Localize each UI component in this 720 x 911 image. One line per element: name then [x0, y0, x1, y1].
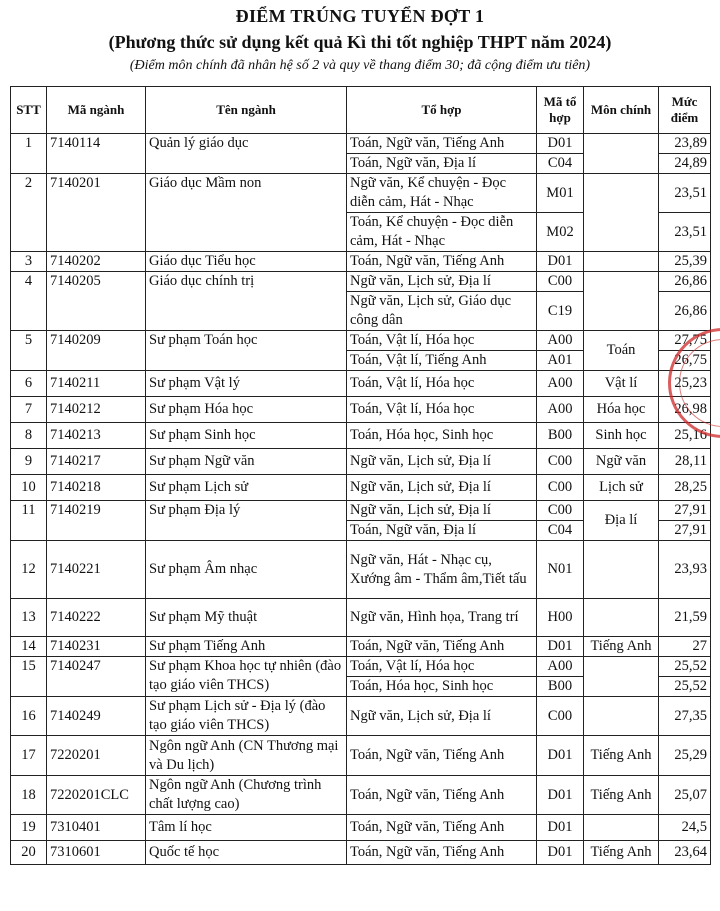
row-major-code: 7140211 [47, 371, 146, 397]
row-major-name: Giáo dục Tiểu học [146, 252, 347, 272]
row-major-name: Sư phạm Tiếng Anh [146, 637, 347, 657]
table-row [11, 599, 711, 637]
page-note: (Điểm môn chính đã nhân hệ số 2 và quy về thang điểm 30; đã cộng điểm ưu tiên) [129, 58, 591, 73]
row-major-name: Ngôn ngữ Anh (Chương trình chất lượng cao) [146, 776, 347, 815]
table-row [11, 134, 711, 154]
row-combo-code: C04 [537, 154, 584, 174]
row-score: 23,89 [659, 134, 711, 154]
row-combo-code: D01 [537, 776, 584, 815]
row-score: 25,29 [659, 736, 711, 776]
row-major-name: Sư phạm Vật lý [146, 371, 347, 397]
row-major-code: 7140212 [47, 397, 146, 423]
row-main-subject [584, 174, 659, 252]
row-combo: Toán, Kể chuyện - Đọc diễn cảm, Hát - Nhạc [347, 213, 537, 252]
row-score: 26,98 [659, 397, 711, 423]
row-combo: Ngữ văn, Hát - Nhạc cụ, Xướng âm - Thẩm âm,Tiết tấu [347, 541, 537, 599]
row-major-code: 7140219 [47, 501, 146, 541]
row-major-code: 7310401 [47, 815, 146, 841]
row-stt: 11 [11, 501, 47, 541]
row-major-name: Sư phạm Toán học [146, 331, 347, 371]
row-combo-code: C04 [537, 521, 584, 541]
table-row [11, 501, 711, 521]
header-main-subject: Môn chính [584, 87, 659, 134]
row-main-subject: Lịch sử [584, 475, 659, 501]
table-row [11, 736, 711, 776]
row-combo: Toán, Ngữ văn, Tiếng Anh [347, 815, 537, 841]
row-major-code: 7140209 [47, 331, 146, 371]
header-combo-code: Mã tổ hợp [537, 87, 584, 134]
row-combo: Toán, Ngữ văn, Địa lí [347, 521, 537, 541]
row-combo: Toán, Ngữ văn, Địa lí [347, 154, 537, 174]
row-major-name: Sư phạm Mỹ thuật [146, 599, 347, 637]
row-score: 25,52 [659, 657, 711, 677]
row-major-code: 7220201 [47, 736, 146, 776]
row-stt: 19 [11, 815, 47, 841]
row-combo-code: A00 [537, 657, 584, 677]
row-combo: Ngữ văn, Lịch sử, Địa lí [347, 501, 537, 521]
row-main-subject: Địa lí [584, 501, 659, 541]
row-stt: 6 [11, 371, 47, 397]
row-major-name: Sư phạm Khoa học tự nhiên (đào tạo giáo viên THCS) [146, 657, 347, 697]
row-score: 27 [659, 637, 711, 657]
row-stt: 16 [11, 697, 47, 736]
table-row [11, 637, 711, 657]
row-combo: Ngữ văn, Lịch sử, Địa lí [347, 475, 537, 501]
row-combo: Ngữ văn, Lịch sử, Địa lí [347, 272, 537, 292]
header-score: Mức điểm [659, 87, 711, 134]
row-major-name: Sư phạm Địa lý [146, 501, 347, 541]
row-combo-code: N01 [537, 541, 584, 599]
table-header-row [11, 87, 711, 134]
table-row [11, 371, 711, 397]
row-stt: 20 [11, 841, 47, 865]
header-name: Tên ngành [146, 87, 347, 134]
row-main-subject: Hóa học [584, 397, 659, 423]
row-main-subject [584, 657, 659, 697]
row-score: 23,51 [659, 213, 711, 252]
row-combo: Toán, Ngữ văn, Tiếng Anh [347, 134, 537, 154]
row-major-code: 7140217 [47, 449, 146, 475]
row-score: 27,91 [659, 521, 711, 541]
table-row [11, 697, 711, 736]
row-major-code: 7220201CLC [47, 776, 146, 815]
row-combo-code: C00 [537, 272, 584, 292]
row-combo-code: M01 [537, 174, 584, 213]
row-combo-code: D01 [537, 841, 584, 865]
row-stt: 3 [11, 252, 47, 272]
row-score: 23,64 [659, 841, 711, 865]
row-combo: Toán, Ngữ văn, Tiếng Anh [347, 736, 537, 776]
row-combo-code: C00 [537, 697, 584, 736]
row-combo-code: B00 [537, 423, 584, 449]
admission-score-table [10, 86, 711, 865]
row-combo-code: A01 [537, 351, 584, 371]
row-stt: 10 [11, 475, 47, 501]
row-score: 23,93 [659, 541, 711, 599]
row-major-name: Sư phạm Hóa học [146, 397, 347, 423]
row-combo-code: C00 [537, 501, 584, 521]
row-combo-code: D01 [537, 815, 584, 841]
row-major-code: 7140221 [47, 541, 146, 599]
row-combo: Toán, Hóa học, Sinh học [347, 677, 537, 697]
row-combo-code: D01 [537, 736, 584, 776]
table-row [11, 423, 711, 449]
row-combo-code: A00 [537, 331, 584, 351]
row-combo: Ngữ văn, Hình họa, Trang trí [347, 599, 537, 637]
row-stt: 2 [11, 174, 47, 252]
table-row [11, 252, 711, 272]
row-stt: 7 [11, 397, 47, 423]
row-major-code: 7140222 [47, 599, 146, 637]
row-major-name: Sư phạm Sinh học [146, 423, 347, 449]
row-score: 24,89 [659, 154, 711, 174]
table-row [11, 815, 711, 841]
table-row [11, 657, 711, 677]
table-row [11, 272, 711, 292]
row-combo: Toán, Vật lí, Hóa học [347, 397, 537, 423]
table-body [11, 134, 711, 865]
row-major-name: Giáo dục Mầm non [146, 174, 347, 252]
row-major-code: 7140201 [47, 174, 146, 252]
row-main-subject: Tiếng Anh [584, 776, 659, 815]
row-combo: Toán, Vật lí, Hóa học [347, 331, 537, 351]
row-main-subject: Tiếng Anh [584, 736, 659, 776]
row-main-subject [584, 541, 659, 599]
row-score: 23,51 [659, 174, 711, 213]
row-major-name: Sư phạm Âm nhạc [146, 541, 347, 599]
row-combo: Ngữ văn, Lịch sử, Địa lí [347, 697, 537, 736]
row-combo: Toán, Ngữ văn, Tiếng Anh [347, 637, 537, 657]
row-main-subject [584, 697, 659, 736]
row-major-code: 7140202 [47, 252, 146, 272]
row-stt: 5 [11, 331, 47, 371]
row-combo-code: A00 [537, 397, 584, 423]
table-row [11, 776, 711, 815]
table-row [11, 475, 711, 501]
row-combo-code: C00 [537, 449, 584, 475]
row-stt: 18 [11, 776, 47, 815]
table-row [11, 174, 711, 213]
row-combo-code: A00 [537, 371, 584, 397]
row-main-subject [584, 134, 659, 174]
header-code: Mã ngành [47, 87, 146, 134]
row-score: 28,25 [659, 475, 711, 501]
row-main-subject [584, 815, 659, 841]
row-score: 26,86 [659, 292, 711, 331]
row-stt: 15 [11, 657, 47, 697]
row-major-code: 7140205 [47, 272, 146, 331]
row-combo-code: H00 [537, 599, 584, 637]
row-major-name: Sư phạm Ngữ văn [146, 449, 347, 475]
row-main-subject: Tiếng Anh [584, 841, 659, 865]
row-main-subject: Tiếng Anh [584, 637, 659, 657]
row-combo: Toán, Hóa học, Sinh học [347, 423, 537, 449]
row-major-code: 7140247 [47, 657, 146, 697]
row-main-subject [584, 252, 659, 272]
row-main-subject: Toán [584, 331, 659, 371]
row-major-name: Sư phạm Lịch sử [146, 475, 347, 501]
row-combo: Toán, Vật lí, Hóa học [347, 371, 537, 397]
row-score: 28,11 [659, 449, 711, 475]
row-combo: Toán, Ngữ văn, Tiếng Anh [347, 841, 537, 865]
row-score: 21,59 [659, 599, 711, 637]
row-stt: 1 [11, 134, 47, 174]
row-score: 25,52 [659, 677, 711, 697]
table-row [11, 397, 711, 423]
row-major-code: 7310601 [47, 841, 146, 865]
row-major-code: 7140213 [47, 423, 146, 449]
row-major-name: Quản lý giáo dục [146, 134, 347, 174]
row-stt: 14 [11, 637, 47, 657]
row-major-code: 7140114 [47, 134, 146, 174]
row-score: 25,16 [659, 423, 711, 449]
row-combo-code: C00 [537, 475, 584, 501]
row-major-code: 7140249 [47, 697, 146, 736]
row-stt: 4 [11, 272, 47, 331]
row-stt: 9 [11, 449, 47, 475]
row-combo-code: D01 [537, 637, 584, 657]
row-main-subject: Vật lí [584, 371, 659, 397]
row-score: 26,86 [659, 272, 711, 292]
row-combo: Toán, Vật lí, Tiếng Anh [347, 351, 537, 371]
row-combo: Ngữ văn, Lịch sử, Giáo dục công dân [347, 292, 537, 331]
row-main-subject [584, 272, 659, 331]
header-combo: Tổ hợp [347, 87, 537, 134]
row-combo: Toán, Vật lí, Hóa học [347, 657, 537, 677]
row-major-code: 7140231 [47, 637, 146, 657]
row-main-subject [584, 599, 659, 637]
row-main-subject: Ngữ văn [584, 449, 659, 475]
row-major-name: Sư phạm Lịch sử - Địa lý (đào tạo giáo viên THCS) [146, 697, 347, 736]
row-score: 25,39 [659, 252, 711, 272]
header-stt: STT [11, 87, 47, 134]
row-combo: Ngữ văn, Lịch sử, Địa lí [347, 449, 537, 475]
row-stt: 17 [11, 736, 47, 776]
row-main-subject: Sinh học [584, 423, 659, 449]
row-combo-code: M02 [537, 213, 584, 252]
row-major-name: Ngôn ngữ Anh (CN Thương mại và Du lịch) [146, 736, 347, 776]
row-major-name: Quốc tế học [146, 841, 347, 865]
table-row [11, 449, 711, 475]
row-stt: 13 [11, 599, 47, 637]
row-score: 27,75 [659, 331, 711, 351]
table-row [11, 841, 711, 865]
row-combo-code: D01 [537, 134, 584, 154]
row-combo-code: D01 [537, 252, 584, 272]
row-stt: 12 [11, 541, 47, 599]
row-major-name: Giáo dục chính trị [146, 272, 347, 331]
row-score: 24,5 [659, 815, 711, 841]
row-combo: Toán, Ngữ văn, Tiếng Anh [347, 252, 537, 272]
row-major-code: 7140218 [47, 475, 146, 501]
row-combo-code: C19 [537, 292, 584, 331]
page-title: ĐIỂM TRÚNG TUYỂN ĐỢT 1 [235, 6, 485, 26]
table-row [11, 331, 711, 351]
row-combo-code: B00 [537, 677, 584, 697]
row-stt: 8 [11, 423, 47, 449]
row-score: 25,23 [659, 371, 711, 397]
row-combo: Ngữ văn, Kể chuyện - Đọc diễn cảm, Hát - Nhạc [347, 174, 537, 213]
row-score: 27,91 [659, 501, 711, 521]
page-subtitle: (Phương thức sử dụng kết quả Kì thi tốt nghiệp THPT năm 2024) [108, 32, 612, 52]
row-combo: Toán, Ngữ văn, Tiếng Anh [347, 776, 537, 815]
row-score: 25,07 [659, 776, 711, 815]
row-score: 27,35 [659, 697, 711, 736]
row-score: 26,75 [659, 351, 711, 371]
row-major-name: Tâm lí học [146, 815, 347, 841]
table-row [11, 541, 711, 599]
